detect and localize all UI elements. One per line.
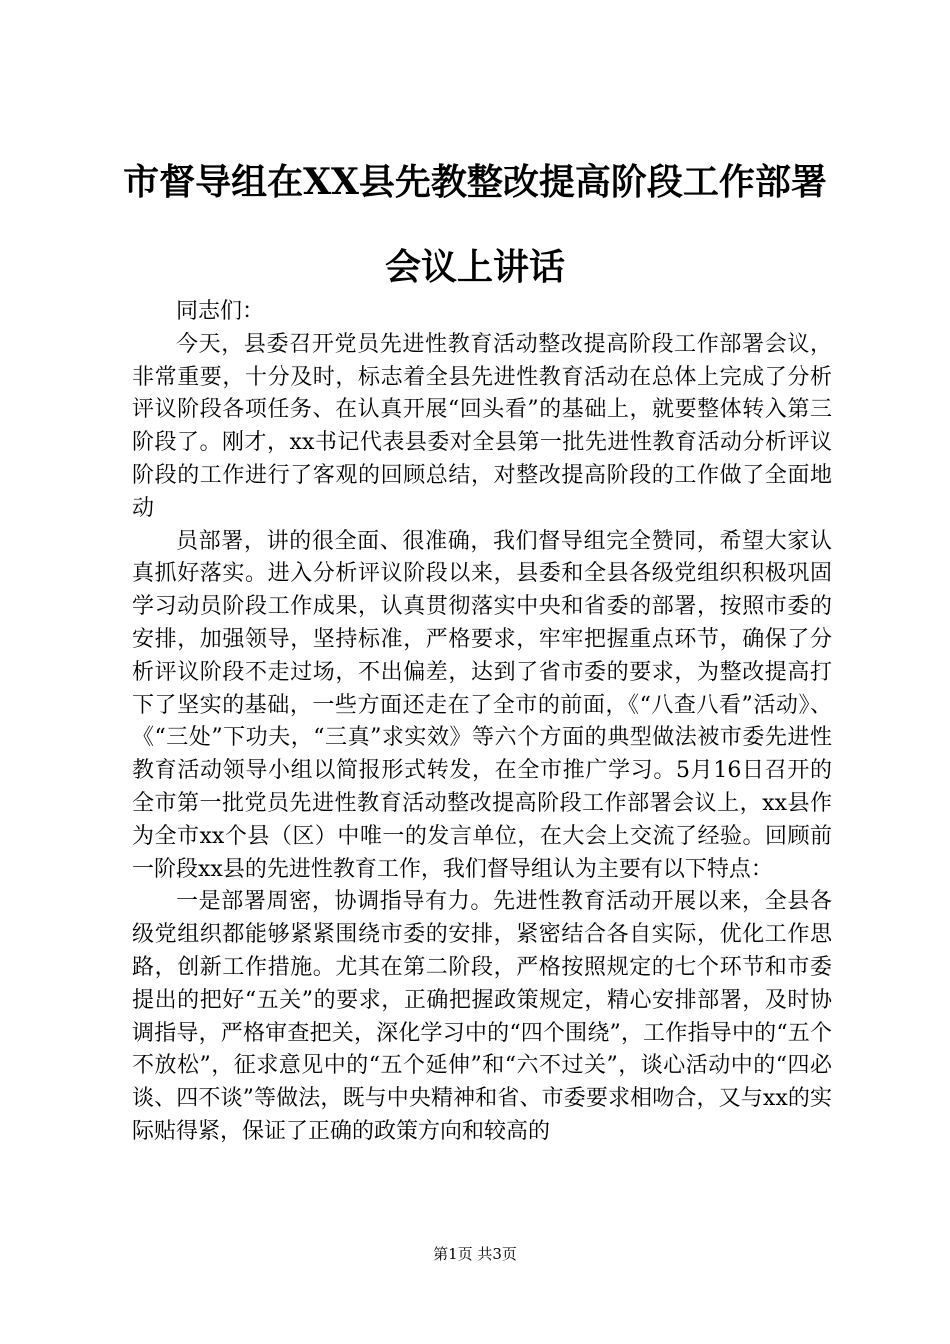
salutation: 同志们： — [176, 299, 265, 324]
document-title-line-2: 会议上讲话 — [384, 246, 565, 288]
paragraph: 今天，县委召开党员先进性教育活动整改提高阶段工作部署会议，非常重要，十分及时，标志着全县先进性教育活动在总体上完成了分析评议阶段各项任务、在认真开展“回头看”的基础上，就要整体转入第三阶段了。刚才，xx书记代表县委对全县第一批先进性教育活动分析评议阶段的工作进行了客观的回顾总结，对整改提高阶段的工作做了全面地动 — [132, 331, 832, 521]
document-title-line-1: 市督导组在XX县先教整改提高阶段工作部署 — [123, 161, 827, 203]
paragraph: 员部署，讲的很全面、很准确，我们督导组完全赞同，希望大家认真抓好落实。进入分析评议阶段以来，县委和全县各级党组织积极巩固学习动员阶段工作成果，认真贯彻落实中央和省委的部署，按照市委的安排，加强领导，坚持标准，严格要求，牢牢把握重点环节，确保了分析评议阶段不走过场，不出偏差，达到了省市委的要求，为整改提高打下了坚实的基础，一些方面还走在了全市的前面，《“八查八看”活动》、《“三处”下功夫，“三真”求实效》等六个方面的典型做法被市委先进性教育活动领导小组以简报形式转发，在全市推广学习。5月16日召开的全市第一批党员先进性教育活动整改提高阶段工作部署会议上，xx县作为全市xx个县（区）中唯一的发言单位，在大会上交流了经验。回顾前一阶段xx县的先进性教育工作，我们督导组认为主要有以下特点： — [132, 528, 832, 882]
document-body — [132, 296, 832, 1149]
paragraph: 一是部署周密，协调指导有力。先进性教育活动开展以来，全县各级党组织都能够紧紧围绕市委的安排，紧密结合各自实际，优化工作思路，创新工作措施。尤其在第二阶段，严格按照规定的七个环节和市委提出的把好“五关”的要求，正确把握政策规定，精心安排部署，及时协调指导，严格审查把关，深化学习中的“四个围绕”，工作指导中的“五个不放松”，征求意见中的“五个延伸”和“六不过关”，谈心活动中的“四必谈、四不谈”等做法，既与中央精神和省、市委要求相吻合，又与xx的实际贴得紧，保证了正确的政策方向和较高的 — [132, 889, 832, 1144]
page-number-footer: 第1页 共3页 — [433, 1245, 517, 1263]
